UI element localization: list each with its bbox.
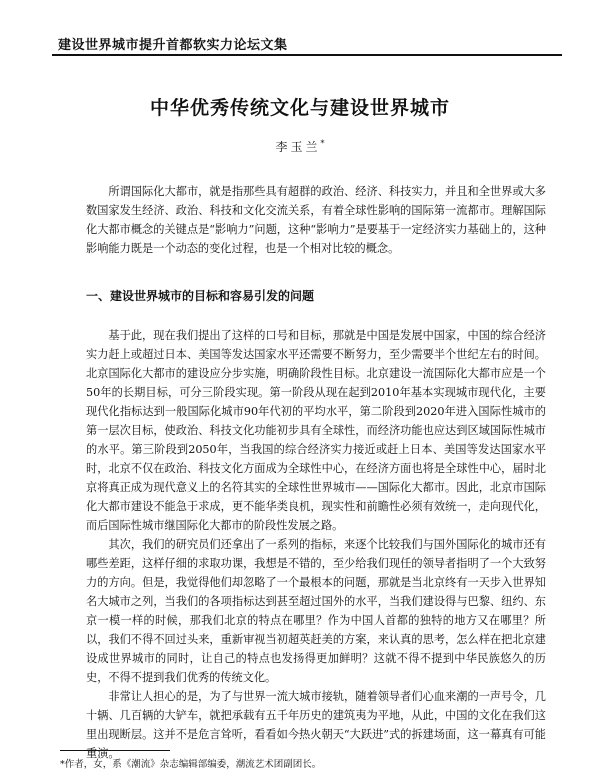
running-header: 建设世界城市提升首都软实力论坛文集 xyxy=(58,38,288,53)
header-rule xyxy=(52,54,562,56)
author-name: 李玉兰 xyxy=(275,140,321,154)
intro-paragraph: 所谓国际化大都市，就是指那些具有超群的政治、经济、科技实力，并且和全世界或大多数国家发生经济、政治、科技和文化交流关系，有着全球性影响的国际第一流都市。理解国际化大都市概念的关键点是“影响力”问题，这种“影响力”是要基于一定经济实力基础上的，这种影响能力既是一个动态的变化过程，也是一个相对比较的概念。 xyxy=(86,185,546,255)
author-footnote-mark: * xyxy=(320,139,325,148)
author-line xyxy=(0,138,600,155)
body-paragraph: 其次，我们的研究员们还拿出了一系列的指标，来逐个比较我们与国外国际化的城市还有哪些差距，这样仔细的求取功课，我想是不错的，至少给我们现任的领导者指明了一个大致努力的方向。但是，我觉得他们却忽略了一个最根本的问题，那就是当北京终有一天步入世界知名大城市之列，当我们的各项指标达到甚至超过国外的水平，当我们建设得与巴黎、纽约、东京一模一样的时候，那我们北京的特点在哪里？作为中国人首都的独特的地方又在哪里？所以，我们不得不回过头来，重新审视当初超英赶美的方案，来认真的思考，怎么样在把北京建设成世界城市的同时，让自己的特点也发扬得更加鲜明？这就不得不提到中华民族悠久的历史，不得不提到我们优秀的传统文化。 xyxy=(86,538,546,684)
section-body xyxy=(86,326,546,763)
footnote-rule xyxy=(60,750,170,751)
intro-block xyxy=(86,182,546,258)
body-paragraph: 非常让人担心的是，为了与世界一流大城市接轨，随着领导者们心血来潮的一声号令，几十辆、几百辆的大铲车，就把承载有五千年历史的建筑夷为平地，从此，中国的文化在我们这里出现断层。这并不是危言耸听，看看如今热火朝天“大跃进”式的拆建场面，这一幕真有可能重演。 xyxy=(86,690,546,760)
body-paragraph: 基于此，现在我们提出了这样的口号和目标，那就是中国是发展中国家，中国的综合经济实力赶上或超过日本、美国等发达国家水平还需要不断努力，至少需要半个世纪左右的时间。北京国际化大都市的建设应分步实施，明确阶段性目标。北京建设一流国际化大都市应是一个50年的长期目标，可分三阶段实现。第一阶段从现在起到2010年基本实现城市现代化，主要现代化指标达到一般国际化城市90年代初的平均水平，第二阶段到2020年进入国际性城市的第一层次目标，使政治、科技文化功能初步具有全球性，而经济功能也应达到区域国际性城市的水平。第三阶段到2050年，当我国的综合经济实力接近或赶上日本、美国等发达国家水平时，北京不仅在政治、科技文化方面成为全球性中心，在经济方面也将是全球性中心，届时北京将真正成为现代意义上的名符其实的全球性世界城市——国际化大都市。因此，北京市国际化大都市建设不能急于求成，更不能华类良机，现实性和前瞻性必须有效统一，走向现代化，而后国际性城市继国际化大都市的阶段性发展之路。 xyxy=(86,329,546,532)
article-title: 中华优秀传统文化与建设世界城市 xyxy=(149,97,450,119)
section-heading: 一、建设世界城市的目标和容易引发的问题 xyxy=(86,289,315,303)
footnote: *作者，女，系《潮流》杂志编辑部编委，潮流艺术团副团长。 xyxy=(60,759,322,770)
